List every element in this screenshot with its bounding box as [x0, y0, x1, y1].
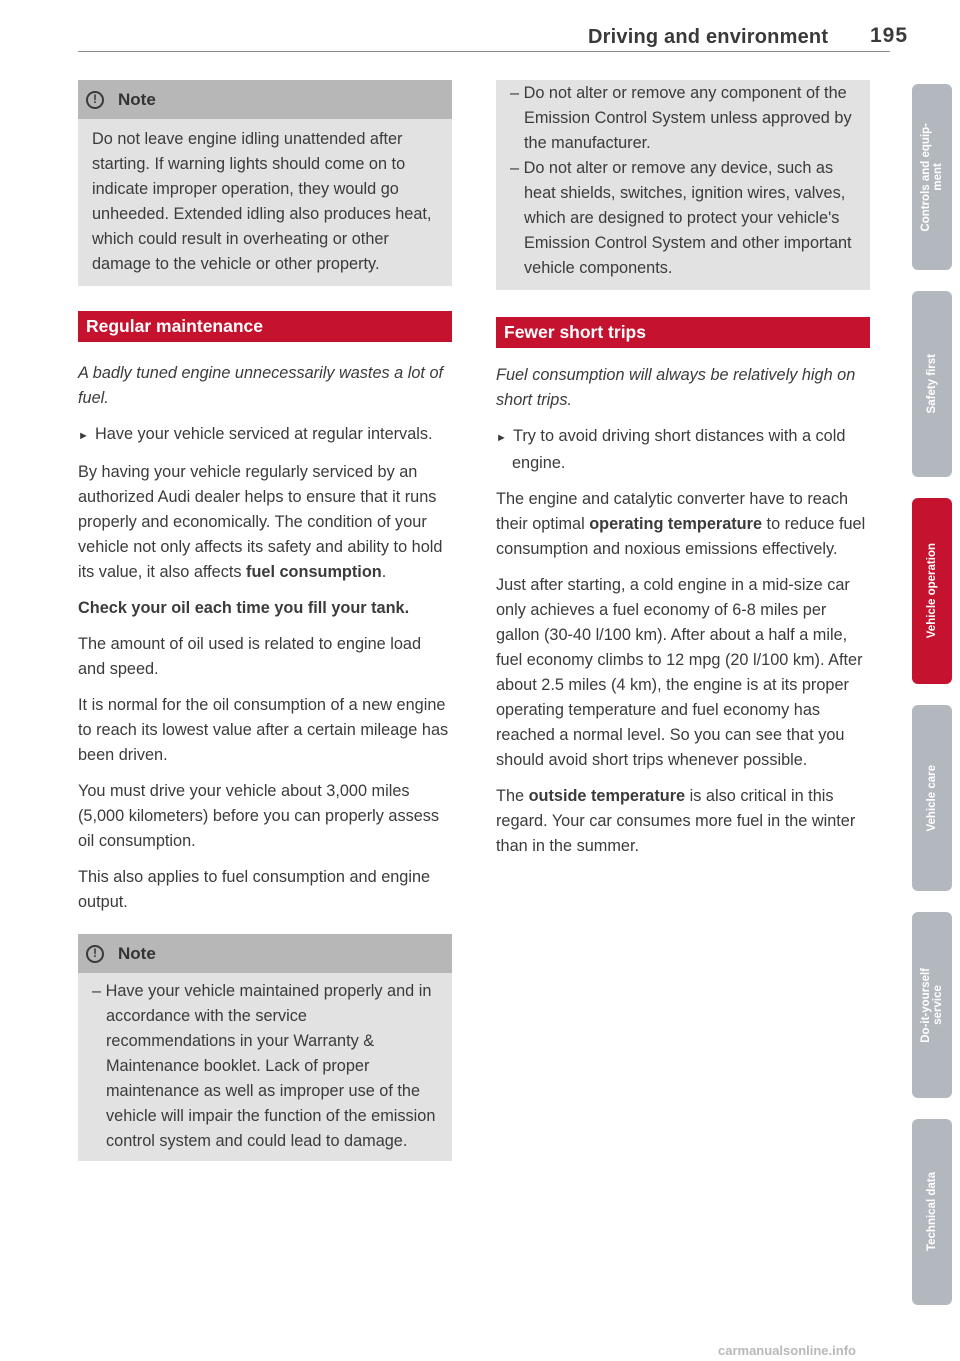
paragraph-end: to reduce fuel consumption and noxious emissions effectively. [496, 515, 866, 558]
note-label: Note [118, 90, 156, 109]
tab-safety-first[interactable] [912, 291, 952, 477]
tab-label: Technical data [926, 1172, 938, 1252]
note-body [496, 80, 870, 290]
triangle-bullet-icon: ► [78, 430, 95, 442]
note-item-text: Have your vehicle maintained properly and in accordance with the service recommendations in your Warranty & Maintenance booklet. Lack of proper maintenance as well as improper use of the vehicle will impair the function of the emission control system and could lead to damage. [105, 982, 436, 1150]
bullet-text: Try to avoid driving short distances with a cold engine. [512, 427, 846, 472]
paragraph-text: The engine and catalytic converter have to reach their optimal [496, 490, 849, 533]
left-column [78, 80, 452, 1161]
tab-label: Vehicle care [926, 764, 938, 832]
header-divider [78, 51, 890, 52]
tab-technical-data[interactable] [912, 1119, 952, 1305]
tab-vehicle-care[interactable] [912, 705, 952, 891]
tab-label: Do-it-yourself service [920, 967, 944, 1043]
note-item-text: Do not alter or remove any component of the Emission Control System unless approved by the manufacturer. [523, 84, 852, 152]
section-intro: Fuel consumption will always be relatively high on short trips. [496, 366, 856, 409]
paragraph: The amount of oil used is related to engine load and speed. [78, 635, 422, 678]
paragraph: This also applies to fuel consumption and engine output. [78, 868, 431, 911]
paragraph: Just after starting, a cold engine in a mid-size car only achieves a fuel economy of 6-8 miles per gallon (30-40 l/100 km). After about a half a mile, fuel economy climbs to 12 mpg (20 l/100 km). After about 2.5 miles (4 km), the engine is at its proper operating temperature and fuel economy has reached a normal level. So you can see that you should avoid short trips whenever possible. [496, 576, 863, 769]
note-box-idling [78, 80, 452, 286]
subheading-oil-check: Check your oil each time you fill your tank. [78, 599, 410, 617]
paragraph-end: is also critical in this regard. Your car consumes more fuel in the winter than in the summer. [496, 787, 856, 855]
triangle-bullet-icon: ► [496, 432, 513, 444]
paragraph: You must drive your vehicle about 3,000 miles (5,000 kilometers) before you can properly assess oil consumption. [78, 782, 440, 850]
bullet-text: Have your vehicle serviced at regular intervals. [95, 425, 433, 443]
note-header [78, 934, 452, 973]
note-header [78, 80, 452, 119]
page-number: 195 [870, 24, 909, 47]
note-list-item: – Do not alter or remove any component of the Emission Control System unless approved by the manufacturer. [510, 84, 852, 152]
note-box-maintenance [78, 934, 452, 1161]
section-title: Driving and environment [588, 26, 829, 48]
section-heading-fewer-short-trips: Fewer short trips [496, 317, 870, 348]
note-label: Note [118, 944, 156, 963]
section-heading-regular-maintenance: Regular maintenance [78, 311, 452, 342]
note-text: Do not leave engine idling unattended after starting. If warning lights should come on to indicate improper operation, they would go unheeded. Extended idling also produces heat, which could result in overheating or other damage to the vehicle or other property. [92, 130, 432, 273]
exclamation-circle-icon: ! [86, 91, 104, 109]
paragraph: It is normal for the oil consumption of a new engine to reach its lowest value after a certain mileage has been driven. [78, 696, 449, 764]
tab-label: Safety first [926, 354, 938, 414]
action-bullet [78, 422, 452, 449]
paragraph [78, 460, 452, 585]
tab-label: Vehicle operation [926, 543, 938, 639]
tab-controls-and-equipment[interactable] [912, 84, 952, 270]
watermark: carmanualsonline.info [718, 1343, 856, 1358]
paragraph [496, 784, 870, 859]
tab-do-it-yourself-service[interactable] [912, 912, 952, 1098]
paragraph-text: The [496, 787, 529, 805]
paragraph-text: By having your vehicle regularly serviced by an authorized Audi dealer helps to ensure that it runs properly and economically. The condition of your vehicle not only affects its safety and ability to hold its value, it also affects [78, 463, 443, 581]
bold-term: operating temperature [589, 515, 763, 533]
exclamation-circle-icon: ! [86, 945, 104, 963]
tab-vehicle-operation[interactable] [912, 498, 952, 684]
paragraph-end: . [381, 563, 387, 581]
bold-term: fuel consumption [246, 563, 382, 581]
note-item-text: Do not alter or remove any device, such as heat shields, switches, ignition wires, valves, which are designed to protect your vehicle's Emission Control System and other important vehicle components. [523, 159, 852, 277]
section-intro: A badly tuned engine unnecessarily wastes a lot of fuel. [78, 364, 444, 407]
note-body [78, 973, 452, 1161]
note-list-item: – Have your vehicle maintained properly and in accordance with the service recommendations in your Warranty & Maintenance booklet. Lack of proper maintenance as well as improper use of the vehicle will impair the function of the emission control system and could lead to damage. [92, 982, 436, 1150]
note-box-continued [496, 80, 870, 290]
note-body [78, 119, 452, 286]
note-list-item: – Do not alter or remove any device, such as heat shields, switches, ignition wires, valves, which are designed to protect your vehicle's Emission Control System and other important vehicle components. [510, 159, 852, 277]
paragraph [496, 487, 870, 562]
right-column [496, 80, 870, 859]
action-bullet [496, 424, 870, 476]
bold-term: outside temperature [528, 787, 686, 805]
tab-label: Controls and equip- ment [920, 122, 944, 232]
